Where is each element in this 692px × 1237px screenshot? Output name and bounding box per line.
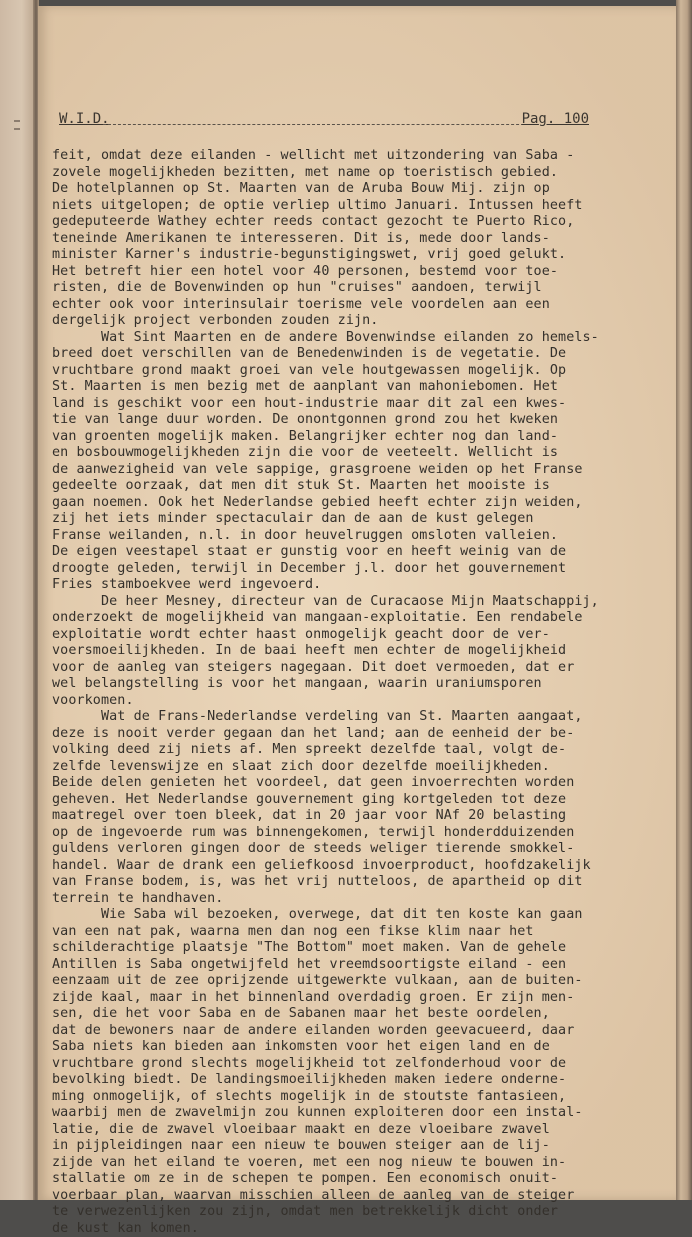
text-line: breed doet verschillen van de Benedenwinden is de vegetatie. De <box>52 346 662 363</box>
text-line: onderzoekt de mogelijkheid van mangaan-exploitatie. Een rendabele <box>52 610 662 627</box>
page-number: Pag. 100 <box>522 108 589 130</box>
publication-abbrev: W.I.D. <box>59 108 110 130</box>
text-line: St. Maarten is men bezig met de aanplant van mahoniebomen. Het <box>52 379 662 396</box>
page-edge-shadow <box>676 0 692 1200</box>
text-line: voor de aanleg van steigers nagegaan. Dit doet vermoeden, dat er <box>52 660 662 677</box>
text-line: in pijpleidingen naar een nieuw te bouwen steiger aan de lij- <box>52 1138 662 1155</box>
margin-mark <box>14 120 20 122</box>
text-line: deze is nooit verder gegaan dan het land; aan de eenheid der be- <box>52 726 662 743</box>
text-line: van groenten mogelijk maken. Belangrijker echter nog dan land- <box>52 429 662 446</box>
text-line: op de ingevoerde rum was binnengekomen, terwijl honderdduizenden <box>52 825 662 842</box>
text-line: minister Karner's industrie-begunstigingswet, vrij goed gelukt. <box>52 247 662 264</box>
margin-mark <box>14 128 20 130</box>
text-line: geheven. Het Nederlandse gouvernement ging kortgeleden tot deze <box>52 792 662 809</box>
text-line: waarbij men de zwavelmijn zou kunnen exploiteren door een instal- <box>52 1105 662 1122</box>
text-line: de aanwezigheid van vele sappige, grasgroene weiden op het Franse <box>52 462 662 479</box>
text-line: dergelijk project verbonden zouden zijn. <box>52 313 662 330</box>
text-line: zijde kaal, maar in het binnenland overdadig groen. Er zijn men- <box>52 990 662 1007</box>
text-line: Franse weilanden, n.l. in door heuvelruggen omsloten valleien. <box>52 528 662 545</box>
text-line: De hotelplannen op St. Maarten van de Aruba Bouw Mij. zijn op <box>52 181 662 198</box>
text-line: wel belangstelling is voor het mangaan, waarin uraniumsporen <box>52 676 662 693</box>
text-line: zelfde levenswijze en slaat zich door dezelfde moeilijkheden. <box>52 759 662 776</box>
text-line: niets uitgelopen; de optie verliep ultimo Januari. Intussen heeft <box>52 198 662 215</box>
text-line: Het betreft hier een hotel voor 40 personen, bestemd voor toe- <box>52 264 662 281</box>
text-line: Beide delen genieten het voordeel, dat geen invoerrechten worden <box>52 775 662 792</box>
text-line: Antillen is Saba ongetwijfeld het vreemdsoortigste eiland - een <box>52 957 662 974</box>
text-line: exploitatie wordt echter haast onmogelijk geacht door de ver- <box>52 627 662 644</box>
text-line: van een nat pak, waarna men dan nog een fikse klim naar het <box>52 924 662 941</box>
article-body <box>52 148 662 1237</box>
text-line: de kust kan komen. <box>52 1221 662 1237</box>
text-line: en bosbouwmogelijkheden zijn die voor de veeteelt. Wellicht is <box>52 445 662 462</box>
text-line: gaan noemen. Ook het Nederlandse gebied heeft echter zijn weiden, <box>52 495 662 512</box>
text-line: zijde van het eiland te voeren, met een nog nieuw te bouwen in- <box>52 1155 662 1172</box>
text-line: eenzaam uit de zee oprijzende uitgewerkte vulkaan, aan de buiten- <box>52 973 662 990</box>
text-line: tie van lange duur worden. De onontgonnen grond zou het kweken <box>52 412 662 429</box>
text-line: land is geschikt voor een hout-industrie maar dit zal een kwes- <box>52 396 662 413</box>
text-line: echter ook voor interinsulair toerisme vele voordelen aan een <box>52 297 662 314</box>
text-line: volking deed zij niets af. Men spreekt dezelfde taal, volgt de- <box>52 742 662 759</box>
text-line: stallatie om ze in de schepen te pompen. Een economisch onuit- <box>52 1171 662 1188</box>
text-line: schilderachtige plaatsje "The Bottom" moet maken. Van de gehele <box>52 940 662 957</box>
text-line: zovele mogelijkheden bezitten, met name op toeristisch gebied. <box>52 165 662 182</box>
text-line: Saba niets kan bieden aan inkomsten voor het eigen land en de <box>52 1039 662 1056</box>
text-line: feit, omdat deze eilanden - wellicht met uitzondering van Saba - <box>52 148 662 165</box>
text-line: ming onmogelijk, of slechts mogelijk in de stoutste fantasieen, <box>52 1089 662 1106</box>
text-line: sen, die het voor Saba en de Sabanen maar het beste oordelen, <box>52 1006 662 1023</box>
page-header <box>59 108 655 130</box>
text-line: gedeelte oorzaak, dat men dit stuk St. Maarten het mooiste is <box>52 478 662 495</box>
text-line: vruchtbare grond maakt groei van vele houtgewassen mogelijk. Op <box>52 363 662 380</box>
text-line: De heer Mesney, directeur van de Curacaose Mijn Maatschappij, <box>52 594 662 611</box>
text-line: De eigen veestapel staat er gunstig voor en heeft weinig van de <box>52 544 662 561</box>
text-line: terrein te handhaven. <box>52 891 662 908</box>
text-line: gedeputeerde Wathey echter reeds contact gezocht te Puerto Rico, <box>52 214 662 231</box>
text-line: maatregel over toen bleek, dat in 20 jaar voor NAf 20 belasting <box>52 808 662 825</box>
text-line: dat de bewoners naar de andere eilanden worden geevacueerd, daar <box>52 1023 662 1040</box>
text-line: voorkomen. <box>52 693 662 710</box>
text-line: teneinde Amerikanen te interesseren. Dit is, mede door lands- <box>52 231 662 248</box>
text-line: voerbaar plan, waarvan misschien alleen de aanleg van de steiger <box>52 1188 662 1205</box>
text-line: Fries stamboekvee werd ingevoerd. <box>52 577 662 594</box>
text-line: van Franse bodem, is, was het vrij nutteloos, de apartheid op dit <box>52 874 662 891</box>
text-line: risten, die de Bovenwinden op hun "cruises" aandoen, terwijl <box>52 280 662 297</box>
text-line: te verwezenlijken zou zijn, omdat men betrekkelijk dicht onder <box>52 1204 662 1221</box>
text-line: bevolking biedt. De landingsmoeilijkheden maken iedere onderne- <box>52 1072 662 1089</box>
text-line: handel. Waar de drank een geliefkoosd invoerproduct, hoofdzakelijk <box>52 858 662 875</box>
text-line: guldens verloren gingen door de steeds weliger tierende smokkel- <box>52 841 662 858</box>
text-line: Wat de Frans-Nederlandse verdeling van St. Maarten aangaat, <box>52 709 662 726</box>
text-line: latie, die de zwavel vloeibaar maakt en deze vloeibare zwavel <box>52 1122 662 1139</box>
text-line: vruchtbare grond slechts mogelijkheid tot zelfonderhoud voor de <box>52 1056 662 1073</box>
facing-page-edge <box>0 0 36 1200</box>
text-line: zij het iets minder spectaculair dan de aan de kust gelegen <box>52 511 662 528</box>
text-line: droogte geleden, terwijl in December j.l. door het gouvernement <box>52 561 662 578</box>
text-line: Wie Saba wil bezoeken, overwege, dat dit ten koste kan gaan <box>52 907 662 924</box>
header-rule <box>103 124 539 125</box>
text-line: Wat Sint Maarten en de andere Bovenwindse eilanden zo hemels- <box>52 330 662 347</box>
text-line: voersmoeilijkheden. In de baai heeft men echter de mogelijkheid <box>52 643 662 660</box>
